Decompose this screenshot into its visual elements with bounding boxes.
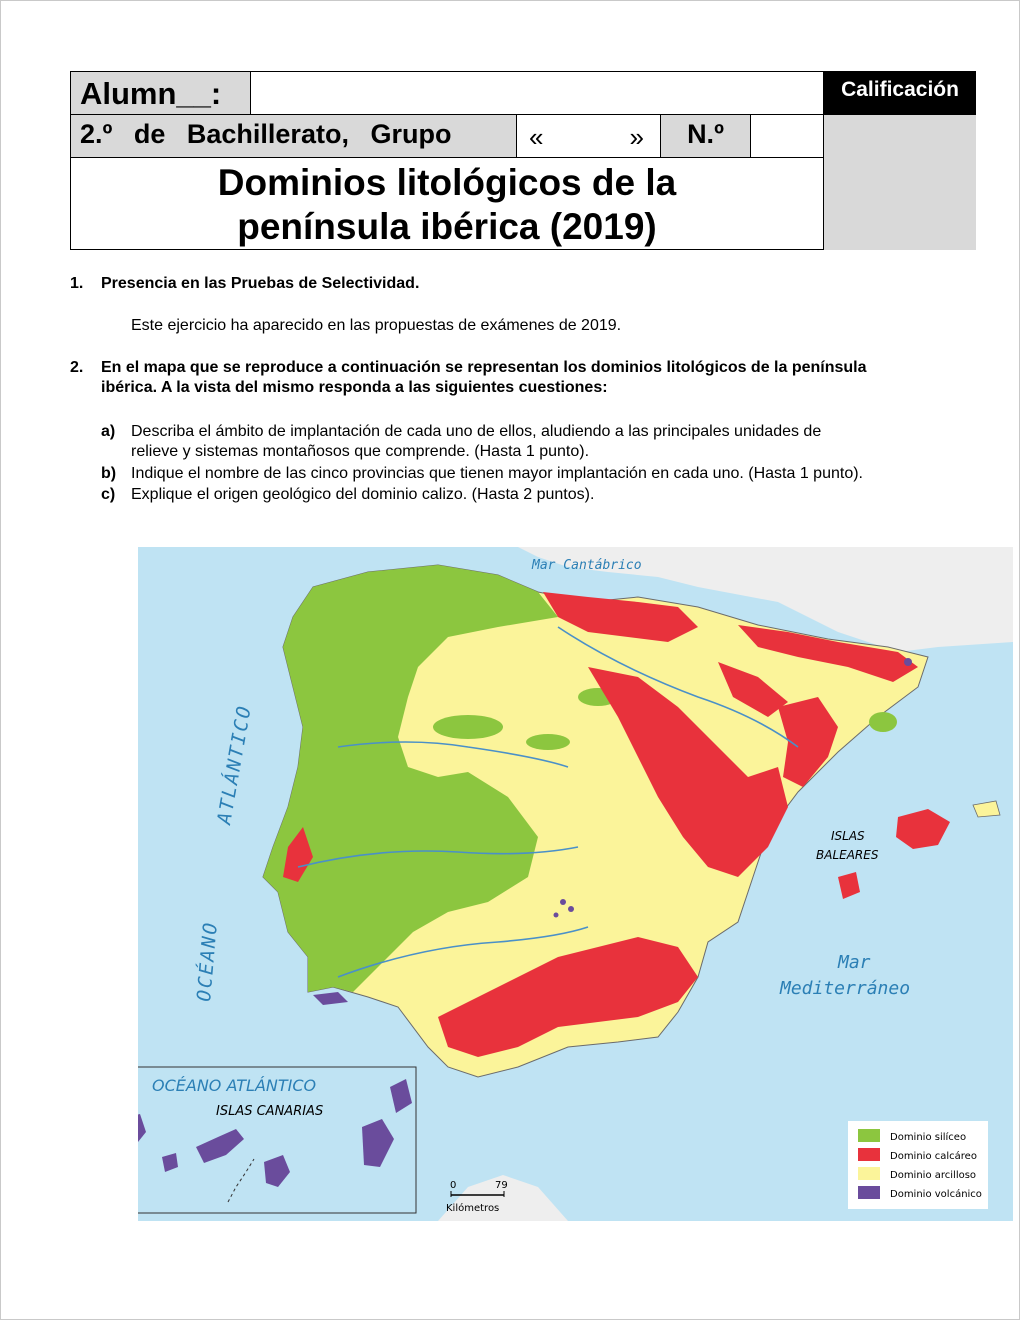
lithology-map xyxy=(138,547,1013,1221)
siliceous-patch-central xyxy=(433,715,503,739)
q1-text: Este ejercicio ha aparecido en las propuestas de exámenes de 2019. xyxy=(131,317,622,334)
title-line-2: península ibérica (2019) xyxy=(237,206,657,247)
grade-label: Calificación xyxy=(824,72,976,115)
question-2 xyxy=(70,358,990,398)
legend-swatch-volcanic xyxy=(858,1186,880,1199)
item-a-label: a) xyxy=(101,423,116,440)
item-b-text: Indique el nombre de las cinco provincias que tienen mayor implantación en cada uno. (Hasta 1 punto). xyxy=(131,465,863,482)
q1-number: 1. xyxy=(70,275,84,292)
title-line-1: Dominios litológicos de la xyxy=(217,162,677,203)
legend-label-siliceous: Dominio silíceo xyxy=(890,1132,967,1143)
quote-right: » xyxy=(629,122,644,152)
legend-swatch-clay xyxy=(858,1167,880,1180)
inset-islands-label: ISLAS CANARIAS xyxy=(216,1104,324,1119)
q2-line-2: ibérica. A la vista del mismo responda a las siguientes cuestiones: xyxy=(101,379,608,396)
item-a-line-2: relieve y sistemas montañosos que comprende. (Hasta 1 punto). xyxy=(131,443,590,460)
item-b xyxy=(101,464,1001,484)
map-legend xyxy=(848,1121,988,1209)
canary-inset xyxy=(138,1067,416,1213)
label-islas: ISLAS xyxy=(831,829,865,843)
number-label: N.º xyxy=(661,115,751,158)
item-c xyxy=(101,485,981,505)
scale-zero: 0 xyxy=(450,1180,457,1191)
group-field[interactable] xyxy=(517,115,661,158)
volcanic-campo-calatrava-2 xyxy=(568,906,574,912)
question-1 xyxy=(70,274,990,294)
student-name-field[interactable] xyxy=(251,72,824,115)
label-atlantico: ATLÁNTICO xyxy=(213,702,256,826)
legend-label-clay: Dominio arcilloso xyxy=(890,1170,977,1181)
header-table xyxy=(70,71,976,250)
item-a xyxy=(101,422,981,462)
item-a-line-1: Describa el ámbito de implantación de cada uno de ellos, aludiendo a las principales unidades de xyxy=(131,423,822,440)
q2-number: 2. xyxy=(70,359,84,376)
legend-swatch-siliceous xyxy=(858,1129,880,1142)
quote-left: « xyxy=(529,122,544,152)
student-label: Alumn__: xyxy=(71,72,251,115)
legend-label-calcareous: Dominio calcáreo xyxy=(890,1151,977,1162)
volcanic-olot xyxy=(904,658,912,666)
page-title xyxy=(71,158,824,250)
scale-unit: Kilómetros xyxy=(446,1203,500,1214)
q2-line-1: En el mapa que se reproduce a continuación se representan los dominios litológicos de la península xyxy=(101,359,867,376)
siliceous-patch-catalan xyxy=(869,712,897,732)
volcanic-campo-calatrava-1 xyxy=(560,899,566,905)
label-baleares: BALEARES xyxy=(816,848,879,862)
label-oceano: OCÉANO xyxy=(193,920,223,1003)
inset-title: OCÉANO ATLÁNTICO xyxy=(152,1076,317,1095)
grade-field[interactable] xyxy=(824,115,976,250)
siliceous-patch-guadarrama xyxy=(526,734,570,750)
legend-swatch-calcareous xyxy=(858,1148,880,1161)
q1-title: Presencia en las Pruebas de Selectividad. xyxy=(101,275,420,292)
item-b-label: b) xyxy=(101,465,117,482)
label-mar-cantabrico: Mar Cantábrico xyxy=(532,558,642,573)
number-field[interactable] xyxy=(751,115,824,158)
course-group-label: 2.º de Bachillerato, Grupo xyxy=(71,115,517,158)
volcanic-campo-calatrava-3 xyxy=(554,913,559,918)
item-c-text: Explique el origen geológico del dominio calizo. (Hasta 2 puntos). xyxy=(131,486,595,503)
label-mar: Mar xyxy=(838,952,871,973)
scale-max: 79 xyxy=(495,1180,508,1191)
item-c-label: c) xyxy=(101,486,116,503)
label-mediterraneo: Mediterráneo xyxy=(780,978,911,999)
legend-label-volcanic: Dominio volcánico xyxy=(890,1189,982,1200)
